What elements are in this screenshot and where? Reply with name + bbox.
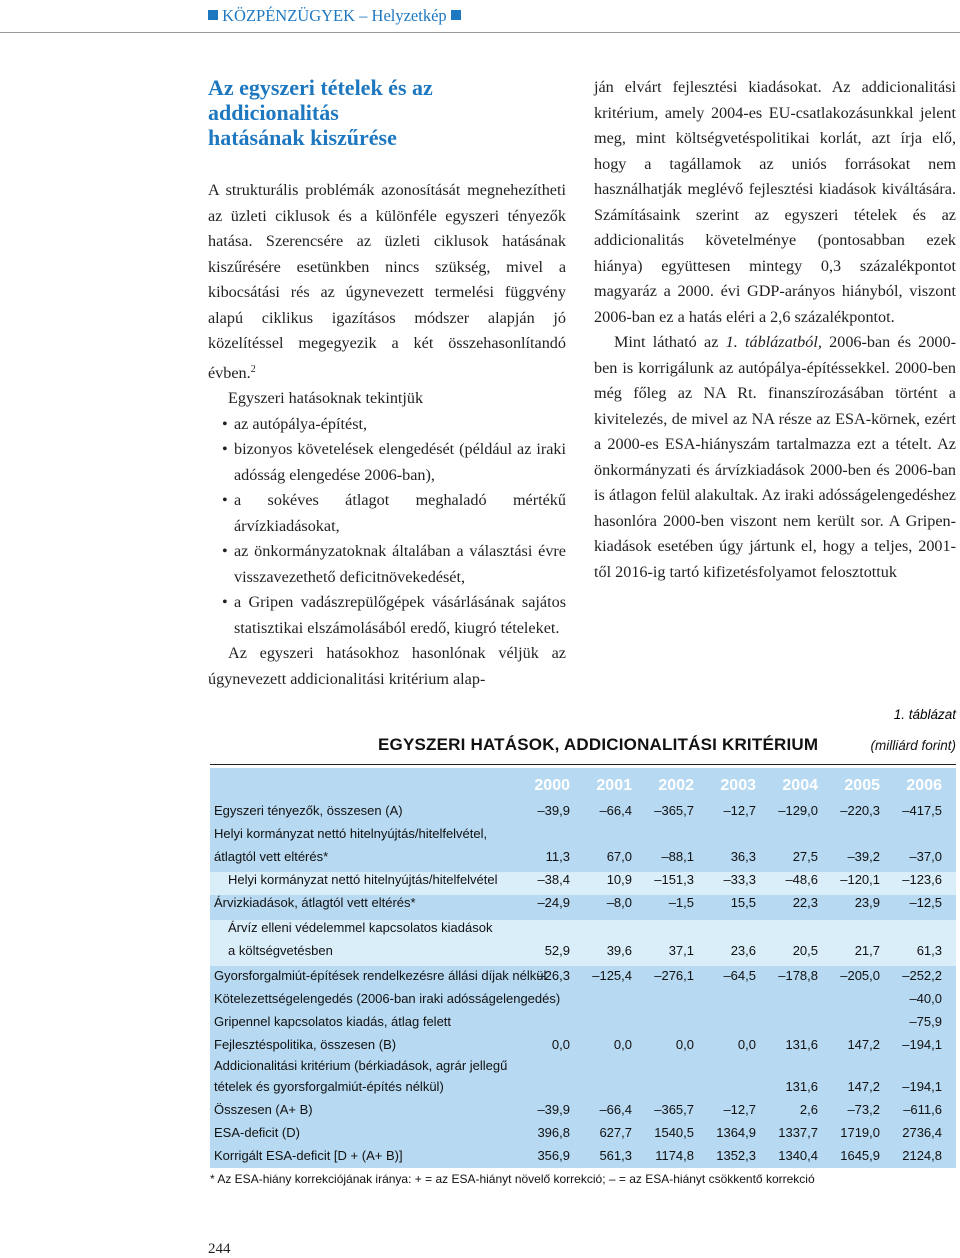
row-label: Addicionalitási kritérium (bérkiadások, agrár jellegű: [214, 1058, 508, 1073]
article-heading: [208, 75, 566, 150]
bullet-icon: •: [222, 542, 228, 560]
table-row: [210, 1037, 956, 1058]
table-cell: 0,0: [551, 1037, 570, 1052]
table-label: 1. táblázat: [893, 707, 956, 722]
table-cell: –120,1: [840, 872, 880, 887]
table-cell: 67,0: [606, 849, 632, 864]
table-cell: –24,9: [537, 895, 570, 910]
table-cell: 147,2: [847, 1079, 880, 1094]
table-unit: (milliárd forint): [870, 738, 956, 753]
paragraph-1-text: A strukturális problémák azonosítását megnehezítheti az üzleti ciklusok és a különféle egyszeri tényezők hatása. Szerencsére az üzleti ciklusok hatásának kiszűrésére esetünkben nincs szükség, mivel a kibocsátási rés az úgynevezett termelési függvény alapú ciklikus igazításos módszer alapján jó közelítéssel megegyezik a két összehasonlítandó évben.: [208, 181, 566, 382]
table-cell: –129,0: [778, 803, 818, 818]
year-header: 2003: [720, 777, 756, 794]
table-cell: 561,3: [599, 1148, 632, 1163]
table-cell: 23,6: [730, 943, 756, 958]
table-cell: 1719,0: [840, 1125, 880, 1140]
table-cell: –365,7: [654, 803, 694, 818]
table-row: [210, 1102, 956, 1125]
table-cell: –276,1: [654, 968, 694, 983]
year-header: 2006: [906, 777, 942, 794]
table-cell: 22,3: [792, 895, 818, 910]
heading-line-2: hatásának kiszűrése: [208, 125, 397, 150]
table-cell: –39,9: [537, 1102, 570, 1117]
table-row: [210, 920, 956, 943]
table-cell: –252,2: [902, 968, 942, 983]
list-item-text: az önkormányzatoknak általában a választási évre visszavezethető deficitnövekedését,: [234, 542, 566, 586]
row-label: Helyi kormányzat nettó hitelnyújtás/hitelfelvétel: [228, 872, 498, 887]
table-cell: 1540,5: [654, 1125, 694, 1140]
table-cell: –64,5: [723, 968, 756, 983]
list-item-text: a Gripen vadászrepülőgépek vásárlásának sajátos statisztikai elszámolásából eredő, kiugró tételeket.: [234, 593, 566, 637]
header-separator: –: [359, 6, 368, 25]
table-cell: –12,5: [909, 895, 942, 910]
table-cell: 10,9: [606, 872, 632, 887]
table-cell: 0,0: [737, 1037, 756, 1052]
table-cell: 52,9: [544, 943, 570, 958]
table-cell: –12,7: [723, 1102, 756, 1117]
paragraph-3-text: Az egyszeri hatásokhoz hasonlónak véljük az úgynevezett addicionalitási kritérium alap-: [208, 644, 566, 688]
table-cell: –194,1: [902, 1079, 942, 1094]
table-row: [210, 968, 956, 991]
row-label: átlagtól vett eltérés*: [214, 849, 329, 864]
table-footnote: * Az ESA-hiány korrekciójának iránya: + = az ESA-hiányt növelő korrekció; – = az ESA-hiányt csökkentő korrekció: [210, 1172, 815, 1186]
row-label: Kötelezettségelengedés (2006-ban iraki adósságelengedés): [214, 991, 561, 1006]
list-item: [208, 539, 566, 590]
table-cell: –37,0: [909, 849, 942, 864]
row-label: a költségvetésben: [228, 943, 333, 958]
paragraph-4-text: Mint látható az: [614, 333, 726, 351]
table-row: [210, 1014, 956, 1037]
table-cell: 2736,4: [902, 1125, 942, 1140]
year-header: 2004: [782, 777, 818, 794]
table-cell: 131,6: [785, 1037, 818, 1052]
running-header: [208, 6, 461, 26]
bullet-icon: •: [222, 593, 228, 611]
table-cell: 1645,9: [840, 1148, 880, 1163]
year-header: 2002: [658, 777, 694, 794]
article-left-column: [208, 75, 566, 692]
table-cell: 61,3: [916, 943, 942, 958]
list-item-text: a sokéves átlagot meghaladó mértékű árvízkiadásokat,: [234, 491, 566, 535]
table-cell: –88,1: [661, 849, 694, 864]
year-header: 2005: [844, 777, 880, 794]
table-cell: –12,7: [723, 803, 756, 818]
table-cell: –38,4: [537, 872, 570, 887]
table-row: [210, 872, 956, 895]
bullet-icon: •: [222, 491, 228, 509]
paragraph-3-continued: [594, 75, 956, 330]
table-cell: 131,6: [785, 1079, 818, 1094]
table-cell: 1337,7: [778, 1125, 818, 1140]
header-subsection: Helyzetkép: [371, 6, 447, 25]
table-cell: 1340,4: [778, 1148, 818, 1163]
table-cell: 0,0: [613, 1037, 632, 1052]
page-number: 244: [208, 1241, 231, 1257]
table-cell: 2,6: [799, 1102, 818, 1117]
bullet-list: [208, 412, 566, 642]
table-cell: 20,5: [792, 943, 818, 958]
table-cell: –205,0: [840, 968, 880, 983]
table-cell: –73,2: [847, 1102, 880, 1117]
paragraph-3-text-cont: ján elvárt fejlesztési kiadásokat. Az addicionalitási kritérium, amely 2004-es EU-csatlakozásunkkal jelent meg, mint költségvetéspolitikai korlát, azt írja elő, hogy a tagállamok az uniós forrásokat nem használhatják meglévő fejlesztési kiadások kiváltására. Számításaink szerint az egyszeri tételek és az addicionalitás követelménye (pontosabban ezek hiánya) együttesen mintegy 0,3 százalékpontot magyaráz a 2000. évi GDP-arányos hiányból, viszont 2006-ban ez a hatás eléri a 2,6 százalékpontot.: [594, 78, 956, 326]
table-cell: –178,8: [778, 968, 818, 983]
list-item: [208, 437, 566, 488]
row-label: Helyi kormányzat nettó hitelnyújtás/hitelfelvétel,: [214, 826, 488, 841]
table-cell: 1364,9: [716, 1125, 756, 1140]
table-cell: 37,1: [668, 943, 694, 958]
table-cell: 2124,8: [902, 1148, 942, 1163]
heading-line-1: Az egyszeri tételek és az addicionalitás: [208, 75, 433, 125]
paragraph-4: [594, 330, 956, 585]
row-label: Árvizkiadások, átlagtól vett eltérés*: [214, 895, 416, 910]
year-header: 2000: [534, 777, 570, 794]
table-cell: –365,7: [654, 1102, 694, 1117]
table-title: EGYSZERI HATÁSOK, ADDICIONALITÁSI KRITÉRIUM: [378, 735, 819, 754]
list-item: [208, 488, 566, 539]
table-cell: –66,4: [599, 1102, 632, 1117]
table-cell: –125,4: [592, 968, 632, 983]
list-item-text: bizonyos követelések elengedését (például az iraki adósság elengedése 2006-ban),: [234, 440, 566, 484]
table-row: [210, 991, 956, 1014]
list-item: [208, 590, 566, 641]
table-cell: 627,7: [599, 1125, 632, 1140]
row-label: tételek és gyorsforgalmiút-építés nélkül): [214, 1079, 444, 1094]
table-top-rule: [210, 764, 956, 765]
table-row: [210, 943, 956, 966]
square-bullet-icon: [451, 10, 461, 20]
row-label: Gripennel kapcsolatos kiadás, átlag felett: [214, 1014, 452, 1029]
table-cell: –48,6: [785, 872, 818, 887]
table-row: [210, 849, 956, 872]
table-cell: –39,9: [537, 803, 570, 818]
row-label: Fejlesztéspolitika, összesen (B): [214, 1037, 397, 1052]
header-section: KÖZPÉNZÜGYEK: [222, 6, 356, 25]
row-label: ESA-deficit (D): [214, 1125, 300, 1140]
list-item-text: az autópálya-építést,: [234, 414, 368, 433]
table-cell: 23,9: [854, 895, 880, 910]
table-cell: 27,5: [792, 849, 818, 864]
table-cell: 21,7: [854, 943, 880, 958]
table-cell: 36,3: [730, 849, 756, 864]
table-cell: –123,6: [902, 872, 942, 887]
table-cell: 396,8: [537, 1125, 570, 1140]
row-label: Árvíz elleni védelemmel kapcsolatos kiadások: [228, 920, 493, 935]
list-item: [208, 412, 566, 438]
table-cell: –8,0: [606, 895, 632, 910]
row-label: Korrigált ESA-deficit [D + (A+ B)]: [214, 1148, 403, 1163]
year-header: 2001: [596, 777, 632, 794]
table-row: [210, 895, 956, 918]
table-cell: –26,3: [537, 968, 570, 983]
table-cell: 1352,3: [716, 1148, 756, 1163]
table-cell: –194,1: [902, 1037, 942, 1052]
table-cell: –151,3: [654, 872, 694, 887]
paragraph-4-text-cont: 2006-ban és 2000-ben is korrigálunk az autópálya-építéssekkel. 2000-ben még főleg az NA Rt. finanszírozásában történt a kivitelezés, de mivel az NA része az ESA-körnek, ezért a 2000-es ESA-hiányszám tartalmazza ezt a tételt. Az önkormányzati és árvízkiadások 2000-ben és 2006-ban is átlagon felül alakultak. Az iraki adósságelengedéshez hasonlóra 2000-ben viszont nem került sor. A Gripen-kiadások esetében úgy jártunk el, hogy a teljes, 2001-től 2016-ig tartó kifizetésfolyamot felosztottuk: [594, 333, 957, 581]
table-cell: 11,3: [545, 849, 570, 864]
row-label: Egyszeri tényezők, összesen (A): [214, 803, 403, 818]
table-row: [210, 803, 956, 826]
bullet-icon: •: [222, 414, 228, 433]
paragraph-1: [208, 178, 566, 386]
table-cell: –417,5: [902, 803, 942, 818]
table-cell: –39,2: [847, 849, 880, 864]
paragraph-3: [208, 641, 566, 692]
table-cell: 39,6: [606, 943, 632, 958]
table-cell: –40,0: [909, 991, 942, 1006]
article-right-column: [594, 75, 956, 585]
table-cell: –66,4: [599, 803, 632, 818]
table-row: [210, 826, 956, 849]
table-reference: 1. táblázatból,: [725, 333, 822, 351]
table-cell: –1,5: [668, 895, 694, 910]
table-cell: 1174,8: [655, 1148, 694, 1163]
table-cell: –33,3: [723, 872, 756, 887]
header-rule: [0, 32, 960, 33]
table-cell: 0,0: [675, 1037, 694, 1052]
table-row: [210, 1058, 956, 1079]
table-cell: 356,9: [537, 1148, 570, 1163]
square-bullet-icon: [208, 10, 218, 20]
table-cell: –611,6: [903, 1102, 942, 1117]
table-cell: 15,5: [730, 895, 756, 910]
table-cell: –220,3: [840, 803, 880, 818]
row-label: Gyorsforgalmiút-építések rendelkezésre állási díjak nélkül: [214, 968, 547, 983]
table-row: [210, 1079, 956, 1102]
bullet-icon: •: [222, 440, 228, 458]
table-cell: 147,2: [847, 1037, 880, 1052]
table-row: [210, 1125, 956, 1148]
row-label: Összesen (A+ B): [214, 1102, 313, 1117]
paragraph-2: Egyszeri hatásoknak tekintjük: [228, 389, 424, 407]
footnote-ref: 2: [250, 363, 256, 375]
table-cell: –75,9: [909, 1014, 942, 1029]
table-row: [210, 1148, 956, 1171]
